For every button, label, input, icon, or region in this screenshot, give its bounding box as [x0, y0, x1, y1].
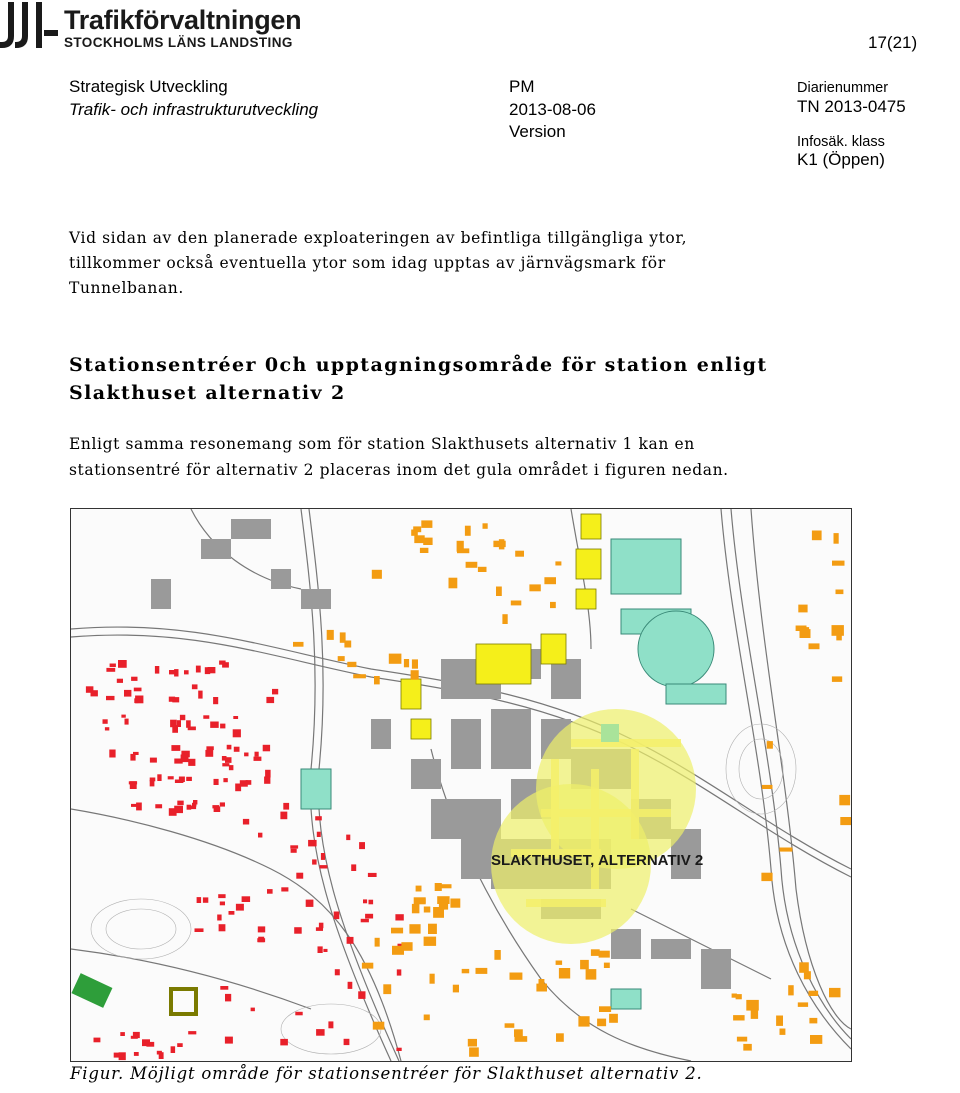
residential-building [317, 832, 321, 837]
residential-building [346, 835, 350, 841]
residential-building [255, 752, 259, 757]
residential-building [125, 719, 129, 725]
residential-building [193, 800, 197, 805]
commercial-building [414, 535, 424, 543]
commercial-building [421, 520, 432, 528]
commercial-building [344, 641, 351, 648]
residential-building [171, 745, 180, 751]
commercial-building [809, 643, 820, 649]
residential-building [180, 715, 185, 720]
commercial-building [599, 951, 610, 958]
residential-building [328, 1021, 333, 1028]
residential-building [258, 833, 262, 838]
residential-building [396, 1048, 401, 1051]
residential-building [172, 697, 179, 702]
commercial-building [441, 884, 452, 888]
residential-building [358, 991, 365, 999]
commercial-building [780, 1029, 786, 1035]
residential-building [294, 927, 302, 934]
commercial-building [836, 590, 844, 595]
residential-building [195, 928, 204, 932]
commercial-building [788, 985, 794, 995]
residential-building [258, 926, 265, 932]
residential-building [334, 912, 340, 920]
residential-building [174, 806, 183, 813]
commercial-building [428, 924, 437, 934]
residential-building [348, 982, 353, 989]
commercial-building [493, 541, 505, 547]
residential-building [186, 720, 191, 728]
residential-building [236, 904, 244, 911]
residential-building [323, 949, 327, 952]
commercial-building [751, 1010, 758, 1019]
commercial-building [840, 817, 851, 825]
residential-building [280, 1039, 288, 1046]
residential-building [155, 804, 162, 808]
commercial-building [798, 1002, 808, 1007]
intro-line-3: Tunnelbanan. [69, 279, 184, 297]
residential-building [175, 780, 184, 784]
residential-building [315, 816, 322, 820]
residential-building [243, 819, 249, 825]
residential-building [320, 865, 328, 868]
commercial-building [483, 523, 488, 529]
residential-building [208, 667, 216, 673]
residential-building [267, 889, 273, 894]
residential-building [168, 776, 174, 779]
security-class-label: Infosäk. klass [797, 134, 885, 150]
commercial-building [412, 659, 418, 668]
residential-building [159, 1052, 164, 1059]
residential-building [219, 924, 226, 931]
commercial-building [580, 960, 589, 969]
commercial-building [529, 584, 540, 591]
residential-building [133, 1032, 140, 1038]
registration-label: Diarienummer [797, 80, 889, 96]
residential-building [203, 897, 208, 902]
residential-building [395, 914, 403, 920]
commercial-building [836, 633, 842, 640]
figure-caption: Figur. Möjligt område för stationsentréer för Slakthuset alternativ 2. [70, 1064, 703, 1083]
residential-building [369, 900, 374, 905]
commercial-building [496, 587, 502, 597]
residential-building [117, 679, 123, 683]
residential-building [110, 664, 116, 668]
residential-building [198, 691, 202, 699]
commercial-building [515, 1036, 528, 1042]
residential-building [344, 1039, 350, 1045]
commercial-building [604, 963, 610, 968]
residential-building [184, 670, 189, 674]
commercial-building [347, 662, 356, 667]
commercial-building [327, 630, 334, 640]
residential-building [169, 670, 176, 674]
residential-building [213, 697, 218, 704]
residential-building [131, 677, 137, 681]
residential-building [188, 1031, 196, 1034]
commercial-building [839, 795, 850, 805]
residential-building [170, 720, 177, 728]
commercial-building [437, 896, 449, 904]
commercial-building [391, 928, 403, 934]
residential-building [365, 914, 373, 919]
logo-name: Trafikförvaltningen [64, 5, 302, 35]
residential-building [181, 751, 189, 758]
intro-line-2: tillkommer också eventuella ytor som idag upptas av järnvägsmark för [69, 254, 666, 272]
intro-line-1: Vid sidan av den planerade exploateringen av befintliga tillgängliga ytor, [69, 229, 688, 247]
commercial-building [578, 1016, 589, 1026]
residential-building [281, 887, 288, 891]
commercial-building [544, 577, 556, 584]
residential-building [220, 724, 225, 729]
residential-building [363, 899, 367, 903]
commercial-building [469, 1047, 479, 1056]
commercial-building [586, 969, 597, 980]
map-label: SLAKTHUSET, ALTERNATIV 2 [491, 852, 704, 869]
residential-building [229, 765, 234, 770]
commercial-building [559, 968, 570, 979]
commercial-building [478, 567, 487, 572]
document-date: 2013-08-06 [509, 100, 596, 119]
commercial-building [799, 607, 805, 611]
commercial-building [515, 551, 524, 557]
residential-building [188, 759, 195, 766]
residential-building [186, 777, 192, 781]
commercial-building [449, 578, 458, 589]
commercial-building [404, 659, 409, 667]
residential-building [280, 812, 287, 820]
residential-building [124, 690, 131, 697]
page-number: 17(21) [868, 33, 918, 52]
residential-building [131, 804, 137, 807]
residential-building [197, 897, 202, 903]
logo-subtitle: STOCKHOLMS LÄNS LANDSTING [64, 35, 293, 50]
security-class-value: K1 (Öppen) [797, 150, 885, 169]
commercial-building [733, 1015, 745, 1020]
residential-building [295, 1012, 302, 1016]
commercial-building [457, 548, 469, 553]
residential-building [214, 779, 219, 785]
residential-building [283, 803, 289, 810]
residential-building [220, 902, 225, 906]
residential-building [222, 662, 229, 667]
residential-building [203, 715, 209, 719]
document-version: Version [509, 122, 566, 141]
residential-building [150, 758, 157, 763]
commercial-building [435, 883, 442, 891]
residential-building [359, 842, 365, 849]
commercial-building [468, 1039, 477, 1047]
residential-building [258, 937, 264, 943]
department-name: Strategisk Utveckling [69, 77, 228, 96]
commercial-building [494, 950, 500, 960]
residential-building [265, 770, 271, 778]
residential-building [105, 727, 109, 730]
commercial-building [420, 548, 429, 553]
residential-building [212, 805, 219, 808]
residential-building [196, 666, 201, 673]
map-illustration [71, 509, 851, 1061]
commercial-building [767, 741, 773, 749]
commercial-building [414, 897, 426, 904]
commercial-building [809, 991, 819, 996]
residential-building [222, 763, 229, 766]
commercial-building [591, 949, 600, 956]
residential-building [150, 780, 155, 787]
commercial-building [372, 570, 382, 579]
residential-building [210, 722, 219, 728]
residential-building [225, 1037, 233, 1044]
residential-building [157, 774, 161, 781]
commercial-building [597, 1019, 606, 1027]
commercial-building [556, 961, 563, 965]
residential-building [242, 896, 251, 902]
residential-building [223, 778, 227, 782]
commercial-building [362, 963, 373, 969]
commercial-building [424, 1015, 430, 1021]
section-heading-line-2: Slakthuset alternativ 2 [69, 382, 346, 404]
commercial-building [555, 561, 561, 565]
residential-building [308, 840, 317, 847]
residential-building [218, 894, 225, 898]
residential-building [244, 753, 248, 757]
commercial-building [761, 873, 772, 881]
commercial-building [505, 1023, 515, 1028]
residential-building [291, 849, 297, 853]
document-type: PM [509, 77, 535, 96]
commercial-building [401, 942, 412, 951]
commercial-building [550, 602, 556, 608]
residential-building [272, 689, 278, 695]
residential-building [206, 746, 213, 750]
residential-building [177, 801, 183, 806]
residential-building [118, 660, 127, 668]
residential-building [321, 853, 325, 860]
commercial-building [743, 1044, 752, 1051]
residential-building [319, 923, 324, 929]
residential-building [296, 873, 303, 879]
commercial-building [609, 1014, 618, 1023]
residential-building [86, 686, 94, 693]
commercial-building [338, 656, 345, 661]
residential-building [234, 747, 240, 752]
commercial-building [510, 973, 523, 980]
logo-mark-icon [0, 0, 62, 50]
residential-building [220, 802, 225, 806]
residential-building [263, 745, 270, 752]
commercial-building [411, 530, 418, 536]
commercial-building [834, 533, 839, 544]
residential-building [351, 864, 356, 871]
commercial-building [412, 904, 420, 913]
residential-building [119, 1052, 126, 1060]
residential-building [155, 666, 159, 674]
commercial-building [409, 924, 420, 933]
residential-building [312, 859, 317, 864]
commercial-building [511, 601, 522, 606]
commercial-building [829, 988, 841, 997]
residential-building [134, 1052, 139, 1056]
residential-building [94, 1038, 101, 1043]
residential-building [254, 757, 262, 761]
residential-building [233, 729, 241, 737]
commercial-building [599, 1006, 611, 1012]
commercial-building [389, 654, 402, 664]
residential-building [361, 919, 369, 923]
residential-building [205, 750, 213, 757]
section-heading-line-1: Stationsentréer 0ch upptagningsområde för station enligt [69, 354, 768, 376]
residential-building [220, 986, 228, 990]
commercial-building [514, 1029, 523, 1037]
commercial-building [430, 974, 435, 984]
residential-building [306, 900, 314, 907]
residential-building [120, 1032, 125, 1036]
commercial-building [736, 994, 742, 999]
residential-building [177, 1043, 183, 1047]
commercial-building [737, 1037, 747, 1042]
commercial-building [776, 1016, 783, 1026]
commercial-building [536, 984, 547, 992]
residential-building [171, 1046, 176, 1053]
residential-building [266, 697, 274, 703]
residential-building [229, 911, 235, 915]
commercial-building [804, 971, 811, 979]
commercial-building [424, 907, 431, 913]
residential-building [225, 994, 231, 1002]
residential-building [264, 777, 270, 784]
residential-building [316, 1029, 325, 1036]
residential-building [227, 745, 232, 750]
residential-building [192, 684, 198, 689]
map-figure [70, 508, 852, 1062]
commercial-building [476, 968, 488, 974]
residential-building [246, 780, 252, 785]
commercial-building [416, 886, 422, 892]
residential-building [368, 873, 377, 877]
commercial-building [812, 531, 822, 541]
section-paragraph-line-2: stationsentré för alternativ 2 placeras inom det gula området i figuren nedan. [69, 461, 729, 479]
commercial-building [762, 785, 773, 789]
residential-building [217, 915, 221, 921]
residential-building [190, 806, 197, 810]
residential-building [290, 845, 298, 848]
unit-name: Trafik- och infrastrukturutveckling [69, 100, 319, 119]
commercial-building [832, 676, 842, 682]
section-paragraph-line-1: Enligt samma resonemang som för station Slakthusets alternativ 1 kan en [69, 435, 695, 453]
residential-building [397, 969, 402, 975]
residential-building [109, 750, 115, 758]
commercial-building [373, 1022, 385, 1030]
commercial-building [465, 526, 471, 536]
commercial-building [832, 561, 845, 566]
residential-building [318, 946, 323, 953]
commercial-building [502, 614, 507, 624]
residential-building [121, 715, 125, 718]
residential-building [251, 1008, 255, 1012]
commercial-building [809, 1018, 817, 1024]
commercial-building [424, 937, 437, 946]
residential-building [103, 719, 108, 724]
commercial-building [374, 676, 380, 684]
commercial-building [796, 626, 807, 632]
residential-building [142, 1039, 150, 1046]
organization-logo [0, 0, 320, 52]
commercial-building [383, 984, 391, 994]
residential-building [106, 668, 115, 672]
commercial-building [450, 899, 460, 908]
residential-building [134, 698, 138, 703]
registration-number: TN 2013-0475 [797, 97, 906, 116]
residential-building [233, 716, 238, 719]
residential-building [225, 757, 232, 763]
commercial-building [353, 674, 366, 678]
commercial-building [411, 670, 419, 680]
residential-building [130, 781, 137, 789]
commercial-building [746, 1000, 759, 1011]
commercial-building [293, 642, 304, 647]
residential-building [106, 696, 115, 700]
commercial-building [810, 1035, 822, 1044]
commercial-building [453, 985, 459, 993]
commercial-building [462, 969, 470, 973]
commercial-building [466, 562, 478, 568]
residential-building [130, 754, 135, 761]
residential-building [347, 937, 354, 944]
residential-building [134, 688, 142, 692]
commercial-building [780, 848, 793, 852]
residential-building [335, 969, 340, 975]
commercial-building [439, 904, 445, 910]
commercial-building [539, 979, 545, 984]
commercial-building [375, 938, 380, 947]
commercial-building [556, 1033, 564, 1042]
